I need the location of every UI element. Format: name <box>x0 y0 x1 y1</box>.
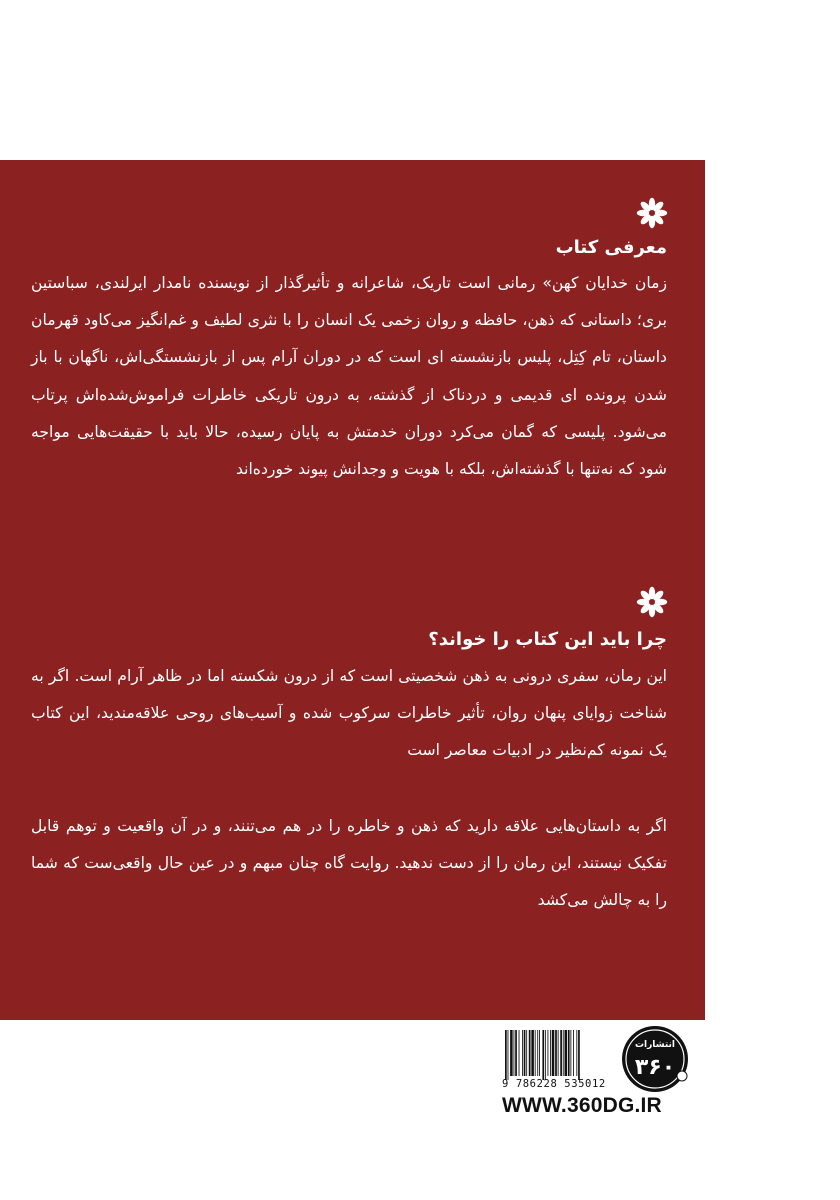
barcode-bar <box>539 1030 540 1076</box>
barcode-bar <box>576 1030 577 1076</box>
publisher-logo-number: ۳۶۰ <box>634 1055 676 1080</box>
barcode-bar <box>563 1030 564 1076</box>
barcode-bar <box>555 1030 557 1076</box>
barcode-bar <box>573 1030 574 1076</box>
barcode-bar <box>545 1030 546 1080</box>
back-cover-content <box>0 160 705 1020</box>
back-cover-panel <box>0 160 705 1020</box>
why-read-heading: چرا باید این کتاب را خواند؟ <box>428 629 667 650</box>
barcode-bar <box>522 1030 523 1076</box>
why-read-paragraph-1: این رمان، سفری درونی به ذهن شخصیتی است که از درون شکسته اما در ظاهر آرام است. اگر به شناخت زوایای پنهان روان، تأثیر خاطرات سرکوب شده و آسیب‌های روحی علاقه‌مندید، این کتاب یک نمونه کم‌نظیر در ادبیات معاصر است <box>31 667 667 760</box>
barcode-bar <box>519 1030 520 1076</box>
barcode-bar <box>550 1030 551 1076</box>
intro-heading: معرفی کتاب <box>555 237 667 258</box>
barcode-bar <box>570 1030 571 1076</box>
barcode-bar <box>535 1030 536 1076</box>
barcode-area <box>492 1022 702 1122</box>
barcode-bar <box>508 1030 509 1080</box>
barcode-bar <box>529 1030 531 1076</box>
barcode-bar <box>542 1030 544 1080</box>
barcode-bar <box>565 1030 568 1076</box>
barcode-bar <box>568 1030 570 1076</box>
isbn-barcode <box>504 1030 610 1080</box>
barcode-bar <box>531 1030 534 1076</box>
barcode-bar <box>524 1030 526 1076</box>
barcode-bar <box>578 1030 580 1080</box>
why-read-paragraph-2: اگر به داستان‌هایی علاقه دارید که ذهن و خاطره را در هم می‌تنند، و در آن واقعیت و توهم قابل تفکیک نیستند، این رمان را از دست ندهید. روایت گاه چنان مبهم و در عین حال واقعی‌ست که شما را به چالش می‌کشد <box>31 817 667 910</box>
barcode-bar <box>558 1030 559 1076</box>
barcode-bar <box>514 1030 515 1076</box>
barcode-bar <box>548 1030 549 1076</box>
publisher-website: WWW.360DG.IR <box>502 1094 662 1117</box>
isbn-number: 9 786228 535012 <box>502 1078 606 1090</box>
barcode-bar <box>552 1030 555 1076</box>
intro-paragraph: زمان خدایان کهن» رمانی است تاریک، شاعرانه و تأثیرگذار از نویسنده نامدار ایرلندی، سباستین بری؛ داستانی که ذهن، حافظه و روان زخمی یک انسان را با نثری لطیف و غم‌انگیز می‌کاود قهرمان داستان، تام کِتِل، پلیس بازنشسته ای است که در دوران آرام پس از بازنشستگی‌اش، ناگهان با باز شدن پرونده ای قدیمی و دردناک از گذشته، به درون تاریکی خاطرات فراموش‌شده‌اش پرتاب می‌شود. پلیسی که گمان می‌کرد دوران خدمتش به پایان رسیده، حالا باید با حقیقت‌هایی مواجه شود که نه‌تنها با گذشته‌اش، بلکه با هویت و وجدانش پیوند خورده‌اند <box>31 274 667 479</box>
barcode-bar <box>510 1030 513 1076</box>
publisher-logo-label: انتشارات <box>635 1040 675 1050</box>
flower-ornament-icon <box>635 196 669 230</box>
barcode-bar <box>526 1030 527 1076</box>
barcode-bar <box>560 1030 562 1076</box>
publisher-logo <box>620 1024 690 1094</box>
flower-ornament-icon <box>635 585 669 619</box>
barcode-bar <box>515 1030 517 1076</box>
barcode-bar <box>537 1030 538 1076</box>
barcode-bar <box>505 1030 507 1080</box>
